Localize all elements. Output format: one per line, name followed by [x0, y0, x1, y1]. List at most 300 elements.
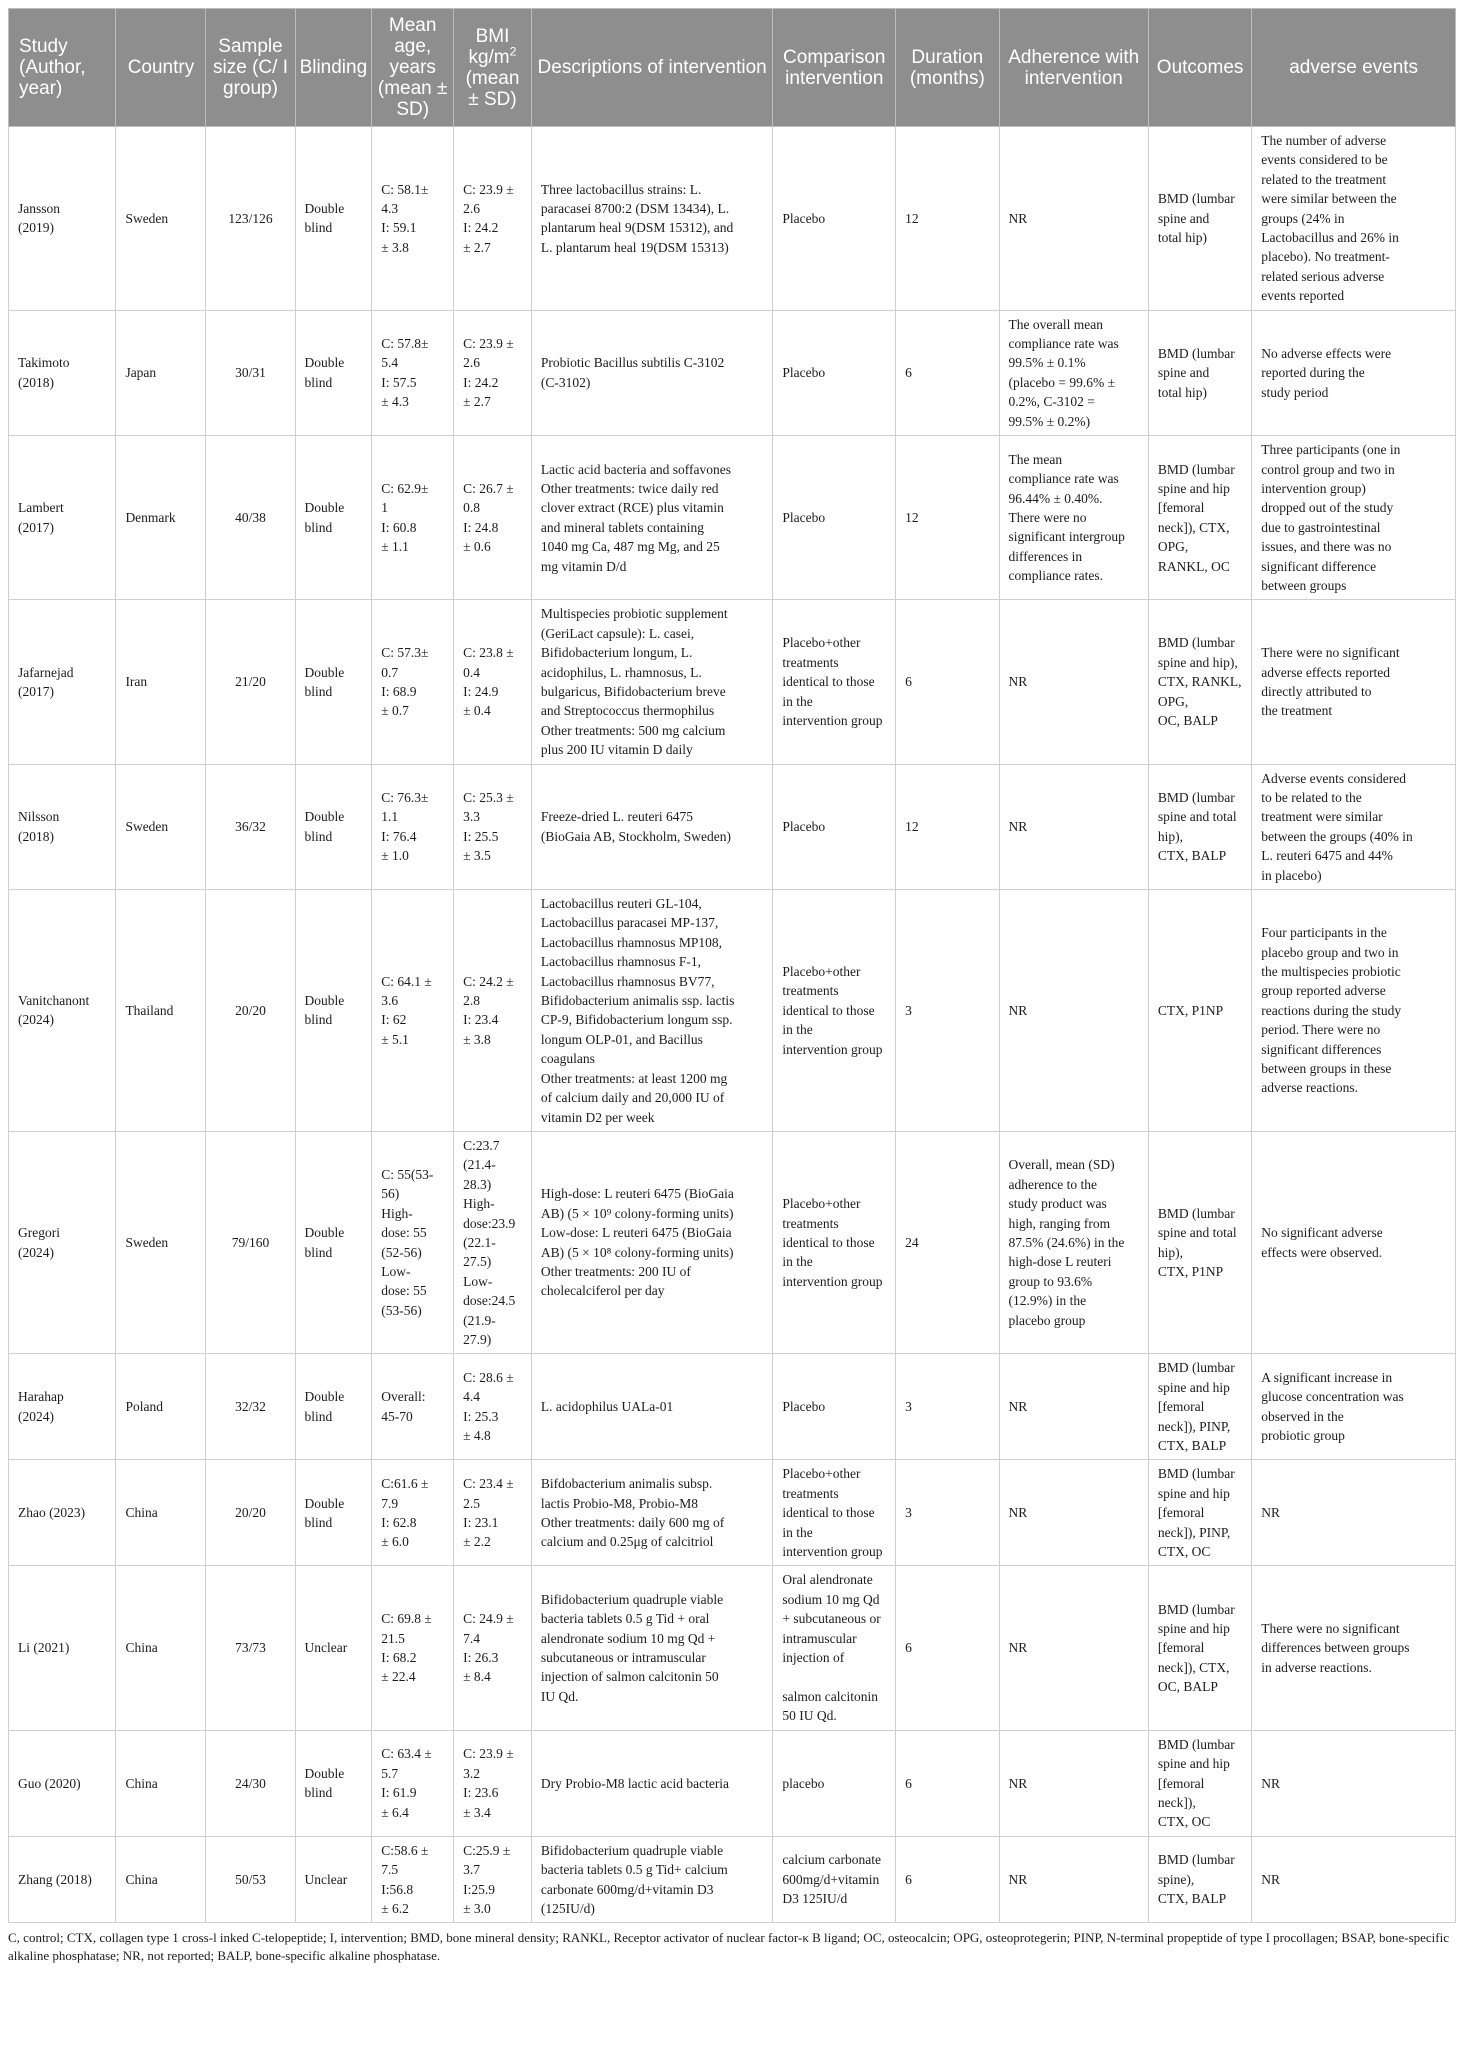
cell-line: CTX, P1NP: [1157, 1264, 1224, 1280]
cell-line: CP-9, Bifidobacterium longum ssp.: [540, 1012, 733, 1028]
cell-line: between groups: [1261, 577, 1347, 593]
study-cell: [9, 1566, 116, 1730]
cell-line: plantarum heal 9(DSM 15312), and: [540, 220, 734, 236]
cell-line: ± 6.0: [381, 1534, 409, 1550]
cell-line: NR: [1008, 1399, 1028, 1415]
table-row: [9, 764, 1456, 889]
cell-line: spine and hip),: [1157, 654, 1238, 670]
cell-line: BMD (lumbar: [1157, 1360, 1235, 1376]
cell-line: Harahap: [18, 1389, 64, 1405]
bmi-cell: [454, 1131, 532, 1353]
intervention-cell: [531, 1730, 773, 1836]
cell-line: spine and hip: [1157, 1620, 1230, 1636]
cell-line: ± 0.6: [463, 539, 491, 555]
cell-line: carbonate 600mg/d+vitamin D3: [540, 1881, 714, 1897]
cell-line: neck]), CTX,: [1157, 1659, 1230, 1675]
cell-line: Placebo: [782, 510, 826, 526]
comparison-cell: [773, 127, 896, 311]
bmi-cell: [454, 1566, 532, 1730]
cell-line: Lactobacillus paracasei MP-137,: [540, 915, 719, 931]
cell-line: I:25.9: [463, 1881, 495, 1897]
blinding-cell: [295, 1730, 372, 1836]
cell-line: Vanitchanont: [18, 993, 90, 1009]
mean-age-cell: [372, 1354, 454, 1460]
cell-line: in adverse reactions.: [1261, 1659, 1372, 1675]
cell-line: ± 3.8: [463, 1031, 491, 1047]
cell-line: C: 64.1 ±: [381, 973, 432, 989]
duration-cell: 6: [896, 600, 999, 764]
mean-age-cell: [372, 764, 454, 889]
cell-line: High-: [381, 1205, 413, 1221]
table-row: [9, 310, 1456, 435]
cell-line: [femoral: [1157, 1775, 1205, 1791]
study-cell: [9, 890, 116, 1132]
cell-line: 0.4: [463, 664, 480, 680]
blinding-cell: [295, 310, 372, 435]
cell-line: A significant increase in: [1261, 1370, 1393, 1386]
study-cell: [9, 1131, 116, 1353]
study-characteristics-table: [8, 8, 1456, 1923]
cell-line: compliance rate was: [1008, 336, 1119, 352]
country-cell: China: [116, 1460, 206, 1566]
country-cell: China: [116, 1730, 206, 1836]
cell-line: ± 22.4: [381, 1669, 416, 1685]
cell-line: plus 200 IU vitamin D daily: [540, 742, 693, 758]
intervention-cell: [531, 127, 773, 311]
adherence-cell: [999, 127, 1148, 311]
cell-line: placebo). No treatment-: [1261, 249, 1390, 265]
intervention-cell: [531, 1131, 773, 1353]
cell-line: blind: [304, 1244, 333, 1260]
cell-line: dose: 55: [381, 1225, 427, 1241]
cell-line: vitamin D2 per week: [540, 1109, 655, 1125]
cell-line: injection of salmon calcitonin 50: [540, 1669, 719, 1685]
cell-line: BMD (lumbar: [1157, 1466, 1235, 1482]
cell-line: BMD (lumbar: [1157, 1852, 1235, 1868]
adverse-events-cell: [1252, 600, 1456, 764]
cell-line: (2024): [18, 1408, 54, 1424]
table-footnote: C, control; CTX, collagen type 1 cross-l inked C-telopeptide; I, intervention; BMD, bone mineral density; RANKL, Receptor activator of nuclear factor-κ B ligand; OC, osteocalcin; OPG, osteoprotegerin; PINP, N-terminal propeptide of type I procollagen; BSAP, bone-specific alkaline phosphatase; NR, not reported; BALP, bone-specific alkaline phosphatase.: [8, 1930, 1450, 1964]
cell-line: directly attributed to: [1261, 683, 1372, 699]
cell-line: Unclear: [304, 1640, 348, 1656]
cell-line: 2.6: [463, 200, 480, 216]
cell-line: There were no significant: [1261, 645, 1400, 661]
cell-line: paracasei 8700:2 (DSM 13434), L.: [540, 200, 730, 216]
cell-line: C: 25.3 ±: [463, 790, 514, 805]
cell-line: 27.9): [463, 1331, 492, 1347]
cell-line: bacteria tablets 0.5 g Tid + oral: [540, 1611, 710, 1627]
header-sample-size: Sample size (C/ I group): [206, 9, 295, 127]
cell-line: 21.5: [381, 1630, 405, 1646]
cell-line: (C-3102): [540, 374, 591, 390]
study-cell: [9, 127, 116, 311]
cell-line: I: 25.5: [463, 828, 499, 844]
blinding-cell: [295, 764, 372, 889]
sample-size-cell: 79/160: [206, 1131, 295, 1353]
duration-cell: 12: [896, 127, 999, 311]
cell-line: 2.5: [463, 1495, 480, 1511]
cell-line: Dry Probio-M8 lactic acid bacteria: [540, 1775, 730, 1791]
adherence-cell: [999, 1460, 1148, 1566]
cell-line: the multispecies probiotic: [1261, 963, 1401, 979]
cell-line: C: 26.7 ±: [463, 480, 514, 496]
adherence-cell: [999, 1566, 1148, 1730]
cell-line: 5.7: [381, 1765, 399, 1781]
country-cell: Sweden: [116, 764, 206, 889]
cell-line: placebo group and two in: [1261, 944, 1399, 960]
cell-line: (21.9-: [463, 1312, 496, 1328]
mean-age-cell: [372, 436, 454, 600]
outcomes-cell: [1148, 600, 1251, 764]
study-cell: [9, 1836, 116, 1923]
cell-line: in the: [782, 1524, 813, 1540]
cell-line: 1.1: [381, 809, 399, 825]
outcomes-cell: [1148, 436, 1251, 600]
cell-line: dose:24.5: [463, 1293, 516, 1309]
cell-line: (GeriLact capsule): L. casei,: [540, 625, 695, 641]
cell-line: C: 62.9±: [381, 480, 429, 496]
cell-line: BMD (lumbar: [1157, 790, 1235, 805]
bmi-cell: [454, 890, 532, 1132]
intervention-cell: [531, 1354, 773, 1460]
cell-line: C: 23.9 ±: [463, 181, 514, 197]
cell-line: 99.5% ± 0.1%: [1008, 355, 1086, 371]
cell-line: blind: [304, 220, 333, 236]
study-cell: [9, 764, 116, 889]
cell-line: lactis Probio-M8, Probio-M8: [540, 1495, 698, 1511]
adherence-cell: [999, 1730, 1148, 1836]
cell-line: 28.3): [463, 1176, 492, 1192]
cell-line: ± 3.8: [381, 239, 409, 255]
adverse-events-cell: [1252, 1460, 1456, 1566]
blinding-cell: [295, 1460, 372, 1566]
cell-line: Placebo: [782, 1399, 826, 1415]
cell-line: I: 24.9: [463, 683, 499, 699]
cell-line: acidophilus, L. rhamnosus, L.: [540, 664, 702, 680]
cell-line: between the groups (40% in: [1261, 828, 1413, 844]
outcomes-cell: [1148, 1566, 1251, 1730]
cell-line: differences between groups: [1261, 1640, 1410, 1656]
cell-line: due to gastrointestinal: [1261, 519, 1381, 535]
cell-line: identical to those: [782, 674, 875, 690]
cell-line: Placebo+other: [782, 1466, 861, 1482]
header-bmi: BMI $kg/m^2$ (mean ± SD): [454, 9, 532, 127]
cell-line: placebo group: [1008, 1312, 1086, 1328]
adherence-cell: [999, 1354, 1148, 1460]
cell-line: I: 26.3: [463, 1650, 499, 1666]
duration-cell: 24: [896, 1131, 999, 1353]
cell-line: Low-: [463, 1273, 493, 1289]
cell-line: ± 2.7: [463, 239, 491, 255]
cell-line: Three lactobacillus strains: L.: [540, 181, 702, 197]
mean-age-cell: [372, 1566, 454, 1730]
country-cell: Japan: [116, 310, 206, 435]
cell-line: I: 24.8: [463, 519, 499, 535]
cell-line: Multispecies probiotic supplement: [540, 606, 728, 622]
intervention-cell: [531, 890, 773, 1132]
cell-line: BMD (lumbar: [1157, 1736, 1235, 1752]
cell-line: NR: [1008, 210, 1028, 226]
adverse-events-cell: [1252, 1836, 1456, 1923]
cell-line: NR: [1008, 1775, 1028, 1791]
cell-line: subcutaneous or intramuscular: [540, 1650, 706, 1666]
cell-line: significant difference: [1261, 558, 1377, 574]
cell-line: Bifidobacterium longum, L.: [540, 645, 693, 661]
header-duration: Duration (months): [896, 9, 999, 127]
duration-cell: 6: [896, 1730, 999, 1836]
cell-line: C: 58.1±: [381, 181, 429, 197]
cell-line: blind: [304, 1785, 333, 1801]
cell-line: intramuscular: [782, 1630, 857, 1646]
cell-line: spine and: [1157, 210, 1210, 226]
country-cell: China: [116, 1566, 206, 1730]
cell-line: and Streptococcus thermophilus: [540, 703, 715, 719]
bmi-cell: [454, 1354, 532, 1460]
table-row: [9, 1836, 1456, 1923]
cell-line: mg vitamin D/d: [540, 558, 627, 574]
country-cell: Denmark: [116, 436, 206, 600]
cell-line: 7.4: [463, 1630, 480, 1646]
cell-line: Double: [304, 500, 345, 516]
duration-cell: 3: [896, 1354, 999, 1460]
table-row: [9, 127, 1456, 311]
header-study: Study (Author, year): [9, 9, 116, 127]
cell-line: in the: [782, 693, 813, 709]
mean-age-cell: [372, 600, 454, 764]
intervention-cell: [531, 600, 773, 764]
cell-line: events reported: [1261, 288, 1345, 304]
header-blinding: Blinding: [295, 9, 372, 127]
cell-line: (2017): [18, 683, 54, 699]
cell-line: ± 1.1: [381, 539, 409, 555]
blinding-cell: [295, 1566, 372, 1730]
cell-line: I: 24.2: [463, 220, 499, 236]
cell-line: cholecalciferol per day: [540, 1283, 665, 1299]
cell-line: (125IU/d): [540, 1900, 595, 1916]
outcomes-cell: [1148, 764, 1251, 889]
cell-line: [femoral: [1157, 1640, 1205, 1656]
cell-line: Overall, mean (SD): [1008, 1157, 1115, 1173]
comparison-cell: [773, 1460, 896, 1566]
cell-line: C: 24.2 ±: [463, 973, 514, 989]
study-cell: [9, 1730, 116, 1836]
cell-line: total hip): [1157, 230, 1208, 246]
cell-line: Lactobacillus rhamnosus F-1,: [540, 954, 701, 970]
cell-line: C: 23.9 ±: [463, 1746, 514, 1762]
cell-line: NR: [1261, 1871, 1281, 1887]
cell-line: BMD (lumbar: [1157, 1205, 1235, 1221]
cell-line: Adverse events considered: [1261, 770, 1406, 786]
cell-line: group reported adverse: [1261, 983, 1386, 999]
table-row: [9, 1354, 1456, 1460]
comparison-cell: [773, 310, 896, 435]
cell-line: Jafarnejad: [18, 664, 74, 680]
cell-line: There were no: [1008, 510, 1087, 526]
cell-line: spine),: [1157, 1871, 1195, 1887]
cell-line: ± 6.4: [381, 1804, 409, 1820]
mean-age-cell: [372, 1460, 454, 1566]
header-country: Country: [116, 9, 206, 127]
bmi-cell: [454, 436, 532, 600]
cell-line: coagulans: [540, 1051, 595, 1067]
cell-line: spine and total: [1157, 1225, 1237, 1241]
header-comparison: Comparison intervention: [773, 9, 896, 127]
cell-line: 87.5% (24.6%) in the: [1008, 1234, 1125, 1250]
intervention-cell: [531, 764, 773, 889]
cell-line: Freeze-dried L. reuteri 6475: [540, 809, 694, 825]
cell-line: CTX, P1NP: [1157, 1002, 1224, 1018]
bmi-cell: [454, 1730, 532, 1836]
header-adverse-events: adverse events: [1252, 9, 1456, 127]
cell-line: 2.8: [463, 993, 480, 1009]
cell-line: intervention group: [782, 1041, 883, 1057]
cell-line: groups (24% in: [1261, 210, 1345, 226]
cell-line: differences in: [1008, 548, 1083, 564]
cell-line: 5.4: [381, 355, 399, 371]
intervention-cell: [531, 1566, 773, 1730]
cell-line: I: 62.8: [381, 1514, 417, 1530]
sample-size-cell: 32/32: [206, 1354, 295, 1460]
intervention-cell: [531, 310, 773, 435]
cell-line: blind: [304, 828, 333, 844]
cell-line: 3.7: [463, 1862, 480, 1878]
cell-line: Double: [304, 355, 345, 371]
cell-line: 7.9: [381, 1495, 399, 1511]
cell-line: C: 57.8±: [381, 336, 429, 352]
blinding-cell: [295, 600, 372, 764]
sample-size-cell: 20/20: [206, 890, 295, 1132]
cell-line: adverse reactions.: [1261, 1080, 1358, 1096]
adherence-cell: [999, 436, 1148, 600]
cell-line: identical to those: [782, 1234, 875, 1250]
cell-line: compliance rates.: [1008, 568, 1103, 584]
cell-line: ± 8.4: [463, 1669, 491, 1685]
outcomes-cell: [1148, 1460, 1251, 1566]
cell-line: (22.1-: [463, 1234, 496, 1250]
cell-line: ± 1.0: [381, 848, 409, 864]
cell-line: High-: [463, 1196, 495, 1212]
study-cell: [9, 310, 116, 435]
cell-line: I: 76.4: [381, 828, 417, 844]
cell-line: Placebo+other: [782, 635, 861, 651]
cell-line: 1: [381, 500, 388, 516]
cell-line: blind: [304, 374, 333, 390]
cell-line: Bifidobacterium quadruple viable: [540, 1842, 724, 1858]
cell-line: I: 23.4: [463, 1012, 499, 1028]
cell-line: observed in the: [1261, 1408, 1344, 1424]
cell-line: 50 IU Qd.: [782, 1708, 837, 1724]
cell-line: Placebo+other: [782, 963, 861, 979]
intervention-cell: [531, 1836, 773, 1923]
cell-line: Double: [304, 1225, 345, 1241]
cell-line: significant differences: [1261, 1041, 1382, 1057]
blinding-cell: [295, 890, 372, 1132]
cell-line: Placebo: [782, 819, 826, 835]
sample-size-cell: 50/53: [206, 1836, 295, 1923]
cell-line: blind: [304, 1514, 333, 1530]
cell-line: NR: [1008, 1871, 1028, 1887]
cell-line: CTX, RANKL,: [1157, 674, 1242, 690]
cell-line: events considered to be: [1261, 152, 1388, 168]
adherence-cell: [999, 1131, 1148, 1353]
cell-line: 0.8: [463, 500, 480, 516]
cell-line: Nilsson: [18, 809, 60, 825]
bmi-cell: [454, 310, 532, 435]
study-cell: [9, 1460, 116, 1566]
cell-line: Four participants in the: [1261, 925, 1387, 941]
cell-line: Jansson: [18, 200, 61, 216]
cell-line: sodium 10 mg Qd: [782, 1591, 880, 1607]
cell-line: Placebo: [782, 365, 826, 381]
cell-line: ± 3.4: [463, 1804, 491, 1820]
cell-line: (2024): [18, 1012, 54, 1028]
blinding-cell: [295, 436, 372, 600]
table-row: [9, 890, 1456, 1132]
cell-line: control group and two in: [1261, 461, 1395, 477]
cell-line: Lambert: [18, 500, 64, 516]
cell-line: NR: [1008, 1505, 1028, 1521]
cell-line: hip),: [1157, 828, 1184, 844]
adherence-cell: [999, 600, 1148, 764]
cell-line: dose: 55: [381, 1283, 427, 1299]
outcomes-cell: [1148, 127, 1251, 311]
cell-line: high-dose L reuteri: [1008, 1254, 1112, 1270]
country-cell: Thailand: [116, 890, 206, 1132]
cell-line: C: 76.3±: [381, 790, 429, 805]
study-cell: [9, 1354, 116, 1460]
cell-line: hip),: [1157, 1244, 1184, 1260]
cell-line: spine and hip: [1157, 1485, 1230, 1501]
comparison-cell: [773, 764, 896, 889]
cell-line: 3.2: [463, 1765, 480, 1781]
mean-age-cell: [372, 1836, 454, 1923]
comparison-cell: [773, 600, 896, 764]
cell-line: I: 68.9: [381, 683, 417, 699]
duration-cell: 12: [896, 436, 999, 600]
cell-line: total hip): [1157, 384, 1208, 400]
cell-line: I: 23.1: [463, 1514, 499, 1530]
cell-line: CTX, OC: [1157, 1814, 1211, 1830]
cell-line: Double: [304, 1495, 345, 1511]
cell-line: (52-56): [381, 1244, 422, 1260]
cell-line: 1040 mg Ca, 487 mg Mg, and 25: [540, 539, 720, 555]
cell-line: treatments: [782, 654, 839, 670]
study-characteristics-table-container: [8, 8, 1456, 1965]
adverse-events-cell: [1252, 1566, 1456, 1730]
cell-line: ± 2.7: [463, 394, 491, 410]
cell-line: (53-56): [381, 1302, 422, 1318]
cell-line: treatments: [782, 1215, 839, 1231]
cell-line: There were no significant: [1261, 1620, 1400, 1636]
duration-cell: 6: [896, 310, 999, 435]
cell-line: spine and total: [1157, 809, 1237, 825]
cell-line: AB) (5 × 10⁹ colony-forming units): [540, 1205, 734, 1221]
cell-line: 4.4: [463, 1389, 480, 1405]
sample-size-cell: 24/30: [206, 1730, 295, 1836]
bmi-cell: [454, 127, 532, 311]
cell-line: BMD (lumbar: [1157, 461, 1235, 477]
cell-line: (12.9%) in the: [1008, 1293, 1087, 1309]
cell-line: Low-dose: L reuteri 6475 (BioGaia: [540, 1225, 732, 1241]
cell-line: Other treatments: 500 mg calcium: [540, 722, 726, 738]
cell-line: 7.5: [381, 1862, 399, 1878]
cell-line: and mineral tablets containing: [540, 519, 704, 535]
cell-line: calcium and 0.25μg of calcitriol: [540, 1534, 714, 1550]
cell-line: high, ranging from: [1008, 1215, 1111, 1231]
comparison-cell: [773, 1730, 896, 1836]
cell-line: D3 125IU/d: [782, 1891, 848, 1907]
sample-size-cell: 20/20: [206, 1460, 295, 1566]
